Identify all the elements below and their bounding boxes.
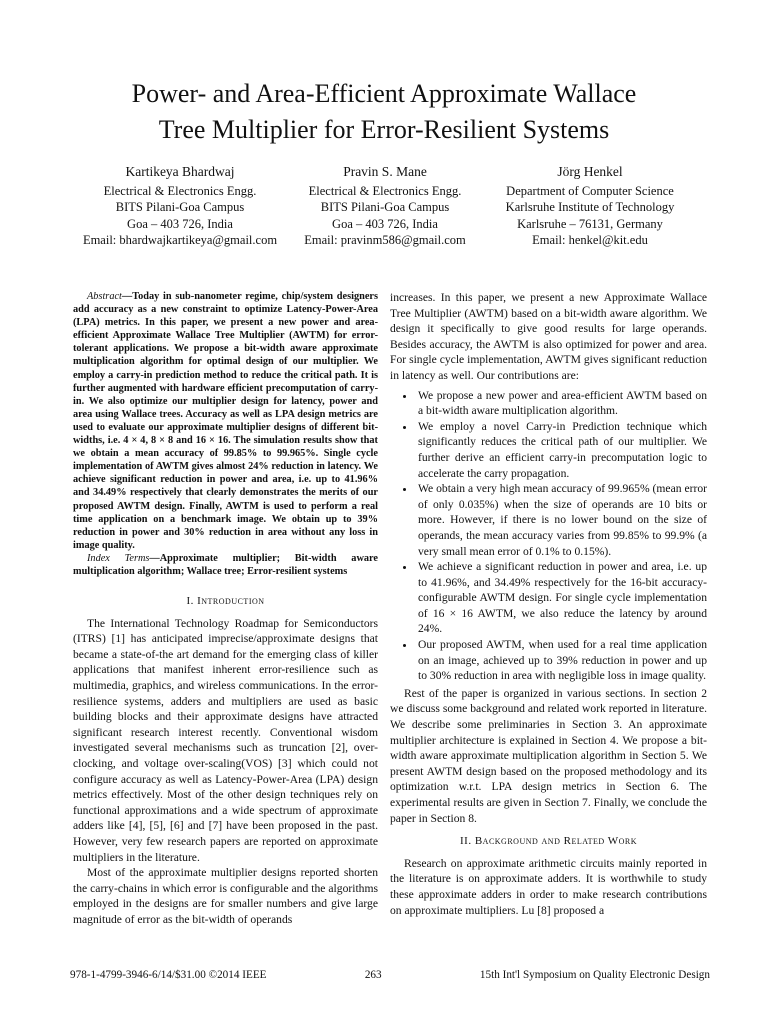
- footer-copyright: 978-1-4799-3946-6/14/$31.00 ©2014 IEEE: [70, 969, 267, 981]
- author-institution: Karlsruhe Institute of Technology: [505, 200, 675, 214]
- contributions-list: [390, 388, 707, 684]
- paper-title: [60, 76, 708, 148]
- author-dept: Electrical & Electronics Engg.: [103, 183, 257, 198]
- footer-venue: 15th Int'l Symposium on Quality Electronic Design: [479, 969, 710, 981]
- intro-paragraph-2: Most of the approximate multiplier designs reported shorten the carry-chains in which error is configurable and the algorithms employed in the designs are for smaller numbers and give large magnitude of error as the bit-width of operands: [73, 866, 378, 926]
- author-name: Kartikeya Bhardwaj: [125, 164, 235, 179]
- author-email: Email: henkel@kit.edu: [532, 233, 648, 247]
- organization-paragraph: Rest of the paper is organized in various sections. In section 2 we discuss some background and related work reported in literature. We describe some preliminaries in Section 3. An approximate multiplier architecture is explained in Section 4. We propose a bit-width aware approximate multiplication algorithm in Section 5. We present AWTM design based on the proposed methodology and its optimization w.r.t. LPA design metrics in Section 6. The experimental results are given in Section 7. Finally, we conclude the paper in Section 8.: [390, 686, 707, 825]
- abstract-lead: Abstract: [87, 291, 122, 302]
- intro-paragraph-1: The International Technology Roadmap for Semiconductors (ITRS) [1] has anticipated imprecise/approximate designs that became a state-of-the art demand for the emerging class of killer applications that manifest inherent error-resilience such as multimedia, graphics, and wireless communications. In the error-resilience systems, adders and multipliers are used as basic building blocks and their approximate designs have attracted significant research interest recently. Conventional wisdom investigated several mechanisms such as truncation [2], over-clocking, and voltage over-scaling(VOS) [3] which could not configure accuracy as well as Latency-Power-Area (LPA) design metrics effectively. Most of the other design techniques rely on functional approximations and a wide spectrum of approximate adders like [4], [5], [6] and [7] have been proposed in the past. However, very few research papers are reported on approximate multipliers in the literature.: [73, 616, 378, 864]
- index-terms-text: —Approximate multiplier; Bit-width aware multiplication algorithm; Wallace tree; Error-resilient systems: [73, 552, 378, 577]
- author-address: Goa – 403 726, India: [127, 216, 233, 231]
- author-block: [80, 164, 690, 249]
- page-number: 263: [364, 969, 382, 981]
- author-dept: Electrical & Electronics Engg.: [308, 183, 462, 198]
- left-column: [73, 290, 378, 928]
- author-institution: BITS Pilani-Goa Campus: [320, 200, 450, 214]
- author-address: Goa – 403 726, India: [332, 216, 438, 231]
- abstract-text: —Today in sub-nanometer regime, chip/system designers add accuracy as a new constraint to optimize Latency-Power-Area (LPA) metrics. In this paper, we present a new power and area-efficient Approximate Wallace Tree Multiplier (AWTM) for error-tolerant applications. We propose a bit-width aware approximate multiplication algorithm for optimal design of our multiplier. We employ a carry-in prediction method to reduce the critical path. It is further augmented with hardware efficient precomputation of carry-in. We also optimize our multiplier design for latency, power and area using Wallace trees. Accuracy as well as LPA design metrics are used to evaluate our approximate multiplier designs of different bit-widths, i.e. 4 × 4, 8 × 8 and 16 × 16. The simulation results show that we obtain a mean accuracy of 99.85% to 99.965%. Single cycle implementation of AWTM gives almost 24% reduction in latency. We achieve significant reduction in power and area, i.e. up to 41.96% and 34.49% respectively that clearly demonstrates the merits of our proposed AWTM design. Finally, AWTM is used to perform a real time application on a benchmark image. We obtain up to 39% reduction in power and 30% reduction in area without any loss in image quality.: [73, 291, 378, 551]
- list-item: • We obtain a very high mean accuracy of 99.965% (mean error of only 0.035%) when the size of operands are 10 bits or more. However, if there is no lower bound on the size of operands, the mean accuracy varies from 99.85% to 99.9% (a very small mean error of 0.1% to 0.15%).: [416, 481, 707, 559]
- list-item: • We achieve a significant reduction in power and area, i.e. up to 41.96%, and 34.49% respectively for the 16-bit accuracy-configurable AWTM design. For single cycle implementation of 16 × 16 AWTM, we also reduce the latency by around 24%.: [416, 559, 707, 637]
- author-address: Karlsruhe – 76131, Germany: [517, 216, 663, 231]
- author-dept: Department of Computer Science: [506, 183, 674, 198]
- author-3: [490, 164, 690, 249]
- author-email: Email: bhardwajkartikeya@gmail.com: [82, 233, 278, 247]
- author-institution: BITS Pilani-Goa Campus: [115, 200, 245, 214]
- list-item: • Our proposed AWTM, when used for a real time application on an image, achieved up to 39% reduction in power and up to 30% reduction in area with negligible loss in image quality.: [416, 637, 707, 684]
- list-item: • We employ a novel Carry-in Prediction technique which significantly reduces the critical path of our multiplier. We further derive an efficient carry-in precomputation logic to accelerate the carry propagation.: [416, 419, 707, 481]
- title-line-2: Tree Multiplier for Error-Resilient Systems: [158, 115, 610, 144]
- page-footer: [70, 969, 710, 981]
- abstract: [73, 290, 378, 552]
- index-terms-lead: Index Terms: [87, 552, 150, 564]
- author-1: [80, 164, 280, 249]
- index-terms: [73, 552, 378, 578]
- title-line-1: Power- and Area-Efficient Approximate Wallace: [131, 79, 637, 108]
- right-column: [390, 290, 707, 918]
- author-email: Email: pravinm586@gmail.com: [304, 233, 466, 247]
- author-name: Jörg Henkel: [557, 164, 623, 179]
- author-2: [285, 164, 485, 249]
- section-heading-introduction: I. Introduction: [186, 595, 265, 608]
- list-item: • We propose a new power and area-efficient AWTM based on a bit-width aware multiplication algorithm.: [416, 388, 707, 419]
- intro-paragraph-3: increases. In this paper, we present a new Approximate Wallace Tree Multiplier (AWTM) based on a bit-width aware algorithm. We design it specifically to give good results for large operands. Besides accuracy, the AWTM is also optimized for power and area. For single cycle implementation, AWTM gives significant reduction in latency as well. Our contributions are:: [390, 291, 707, 382]
- author-name: Pravin S. Mane: [343, 164, 427, 179]
- section-heading-background: II. Background and Related Work: [460, 835, 637, 848]
- background-paragraph-1: Research on approximate arithmetic circuits mainly reported in the literature is on approximate adders. It is worthwhile to study these approximate adders in order to make research contributions on approximate multipliers. Lu [8] proposed a: [390, 856, 707, 917]
